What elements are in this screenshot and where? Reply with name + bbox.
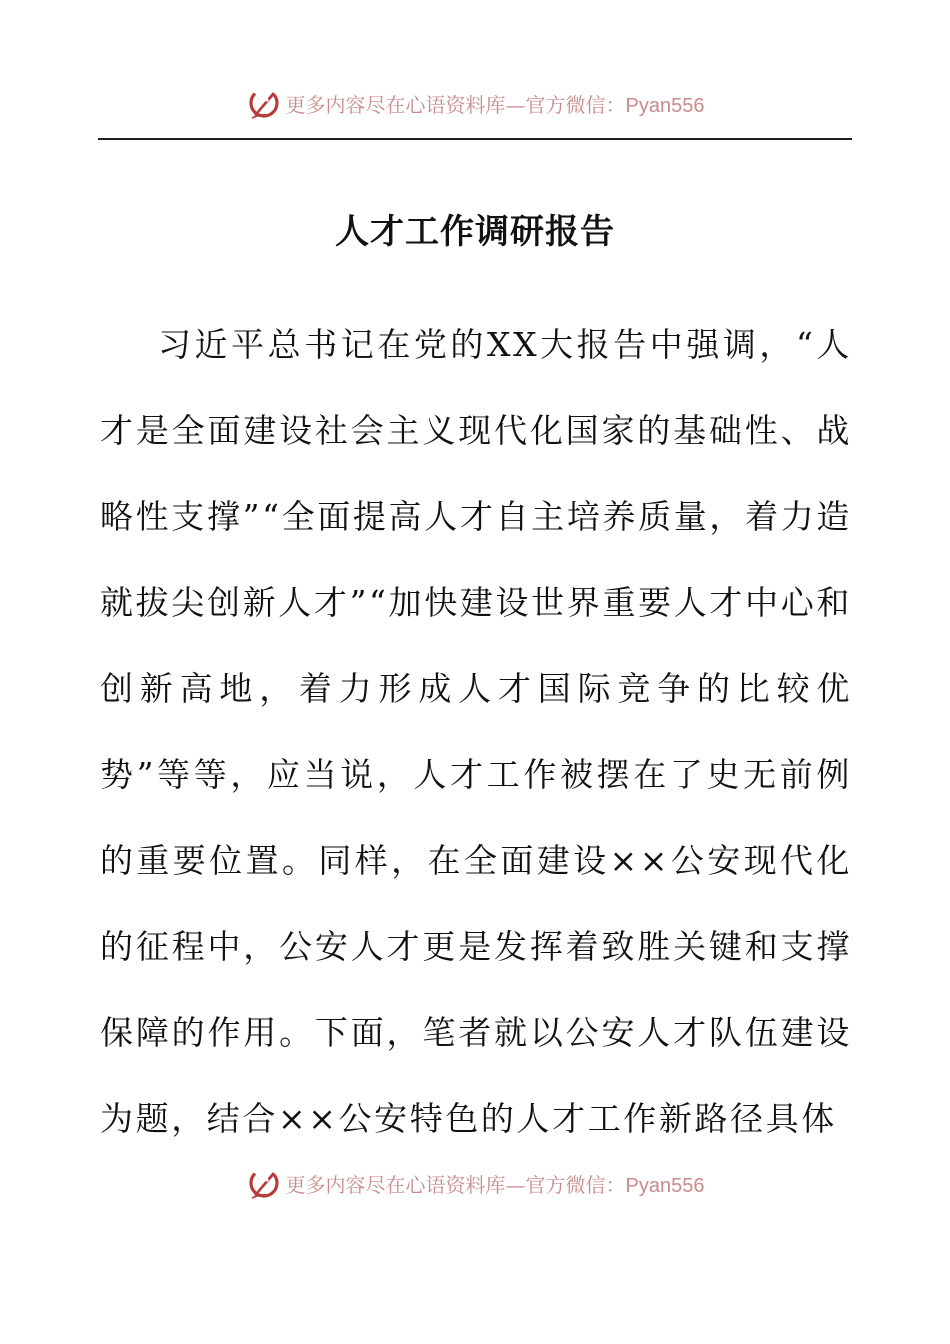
pen-nib-logo-icon	[246, 85, 282, 121]
document-title: 人才工作调研报告	[335, 212, 615, 252]
banner-text: 更多内容尽在心语资料库—官方微信：Pyan556	[285, 1172, 705, 1197]
footer-banner	[0, 1163, 950, 1203]
wechat-id: Pyan556	[625, 94, 705, 117]
wechat-id: Pyan556	[625, 1174, 705, 1197]
header-banner	[0, 83, 950, 123]
pen-nib-logo-icon	[246, 1165, 282, 1201]
header-divider	[98, 138, 852, 140]
body-paragraph: 习近平总书记在党的XX大报告中强调，“人才是全面建设社会主义现代化国家的基础性、战略性支撑”“全面提高人才自主培养质量，着力造就拔尖创新人才”“加快建设世界重要人才中心和创新高地，着力形成人才国际竞争的比较优势”等等，应当说，人才工作被摆在了史无前例的重要位置。同样，在全面建设××公安现代化的征程中，公安人才更是发挥着致胜关键和支撑保障的作用。下面，笔者就以公安人才队伍建设为题，结合××公安特色的人才工作新路径具体	[100, 325, 852, 1138]
banner-text: 更多内容尽在心语资料库—官方微信：Pyan556	[285, 92, 705, 117]
